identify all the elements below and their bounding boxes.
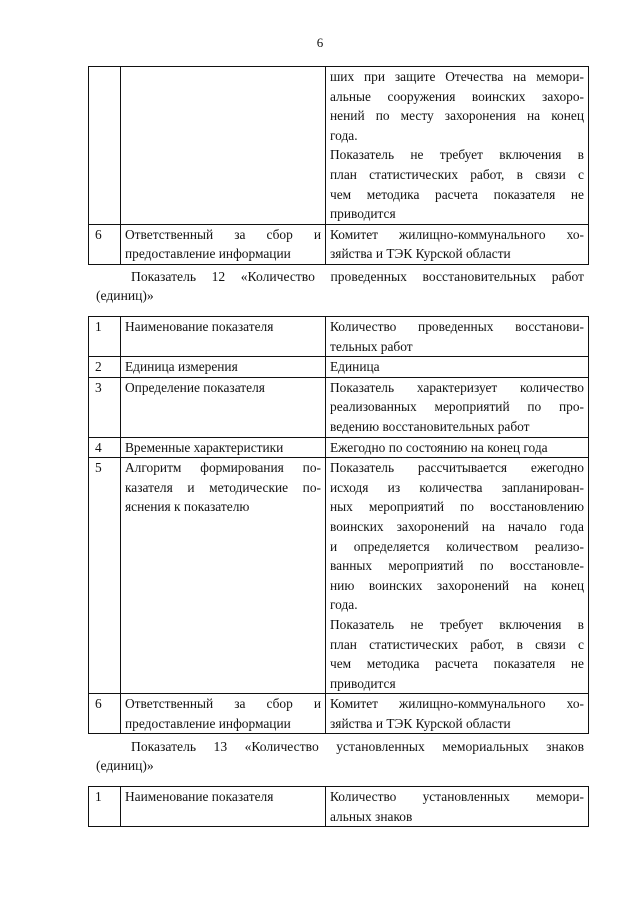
parameter-value-line: приводится <box>330 206 396 222</box>
row-number <box>89 67 121 225</box>
parameter-value-line: ных мероприятий по восстановлению <box>330 499 584 515</box>
indicator-12-heading-line1: Показатель 12 «Количество проведенных восстановительных работ <box>131 269 584 284</box>
parameter-value-line: Комитет жилищно-коммунального хо- <box>330 226 584 242</box>
row-number: 6 <box>89 694 121 734</box>
parameter-name-line: предоставление информации <box>125 246 291 262</box>
parameter-value <box>326 787 589 827</box>
parameter-value-line: Комитет жилищно-коммунального хо- <box>330 696 584 712</box>
parameter-name <box>121 67 326 225</box>
parameter-name <box>121 458 326 694</box>
parameter-name-line: Алгоритм формирования по- <box>125 460 321 476</box>
table-row <box>89 67 589 225</box>
parameter-value-line: план статистических работ, в связи с <box>330 166 584 182</box>
parameter-value-line: ших при защите Отечества на мемори- <box>330 69 584 84</box>
parameter-value-line: тельных работ <box>330 338 413 354</box>
indicator-13-heading-line1: Показатель 13 «Количество установленных мемориальных знаков <box>131 739 584 754</box>
parameter-name <box>121 224 326 264</box>
table-row <box>89 437 589 458</box>
parameter-value-line: чем методика расчета показателя не <box>330 186 584 202</box>
parameter-value-line: приводится <box>330 675 396 691</box>
parameter-name <box>121 787 326 827</box>
indicator-13-heading <box>96 737 584 775</box>
parameter-value-line: альные сооружения воинских захоро- <box>330 88 584 104</box>
indicator-12-heading <box>96 267 584 305</box>
indicator-11-table-continued <box>88 66 589 265</box>
parameter-value <box>326 437 589 458</box>
parameter-name <box>121 437 326 458</box>
parameter-value-line: альных знаков <box>330 808 413 824</box>
parameter-value-line: Показатель не требует включения в <box>330 147 584 163</box>
parameter-name-line: Ответственный за сбор и <box>125 226 321 242</box>
parameter-name <box>121 377 326 437</box>
parameter-name-line: Ответственный за сбор и <box>125 696 321 712</box>
parameter-name-line: Наименование показателя <box>125 789 274 804</box>
parameter-value-line: Показатель рассчитывается ежегодно <box>330 460 584 476</box>
parameter-name <box>121 357 326 378</box>
parameter-name <box>121 317 326 357</box>
row-number: 2 <box>89 357 121 378</box>
parameter-value-line: зяйства и ТЭК Курской области <box>330 246 511 262</box>
parameter-value-line: исходя из количества запланирован- <box>330 479 584 495</box>
row-number: 6 <box>89 224 121 264</box>
parameter-value-line: план статистических работ, в связи с <box>330 636 584 652</box>
parameter-name-line: яснения к показателю <box>125 499 250 515</box>
parameter-name-line: Временные характеристики <box>125 439 284 455</box>
row-number: 1 <box>89 787 121 827</box>
table-row <box>89 694 589 734</box>
table-row <box>89 787 589 827</box>
parameter-value-line: воинских захоронений на начало года <box>330 518 584 534</box>
parameter-name-line: Наименование показателя <box>125 319 274 334</box>
parameter-name-line: казателя и методические по- <box>125 479 321 495</box>
parameter-value <box>326 67 589 225</box>
parameter-value <box>326 357 589 378</box>
parameter-value <box>326 317 589 357</box>
row-number: 5 <box>89 458 121 694</box>
page-number: 6 <box>316 35 324 50</box>
parameter-value <box>326 224 589 264</box>
indicator-13-table <box>88 786 589 827</box>
parameter-name-line: предоставление информации <box>125 715 291 731</box>
parameter-value-line: Количество проведенных восстанови- <box>330 319 584 334</box>
indicator-12-table <box>88 316 589 734</box>
parameter-value-line: Показатель характеризует количество <box>330 379 584 395</box>
parameter-value-line: Количество установленных мемори- <box>330 789 584 804</box>
indicator-12-heading-line2: (единиц)» <box>96 288 154 303</box>
parameter-value-line: и определяется количеством реализо- <box>330 538 584 554</box>
row-number: 1 <box>89 317 121 357</box>
parameter-value-line: ведению восстановительных работ <box>330 418 530 434</box>
parameter-value <box>326 694 589 734</box>
parameter-value-line: нений по месту захоронения на конец <box>330 108 584 124</box>
table-row <box>89 317 589 357</box>
parameter-name-line: Определение показателя <box>125 379 265 395</box>
parameter-value-line: ванных мероприятий по восстановле- <box>330 558 584 574</box>
parameter-value-line: Ежегодно по состоянию на конец года <box>330 439 548 455</box>
parameter-value-line: зяйства и ТЭК Курской области <box>330 715 511 731</box>
table-row <box>89 357 589 378</box>
parameter-value-line: года. <box>330 597 358 613</box>
parameter-value-line: чем методика расчета показателя не <box>330 656 584 672</box>
parameter-value-line: года. <box>330 127 358 143</box>
row-number: 4 <box>89 437 121 458</box>
parameter-name <box>121 694 326 734</box>
table-row <box>89 224 589 264</box>
indicator-13-heading-line2: (единиц)» <box>96 758 154 773</box>
parameter-value-line: Показатель не требует включения в <box>330 616 584 632</box>
parameter-value-line: реализованных мероприятий по про- <box>330 399 584 415</box>
parameter-value-line: нию воинских захоронений на конец <box>330 577 584 593</box>
parameter-name-line: Единица измерения <box>125 359 238 375</box>
row-number: 3 <box>89 377 121 437</box>
table-row <box>89 458 589 694</box>
parameter-value <box>326 458 589 694</box>
parameter-value-line: Единица <box>330 359 380 375</box>
parameter-value <box>326 377 589 437</box>
table-row <box>89 377 589 437</box>
